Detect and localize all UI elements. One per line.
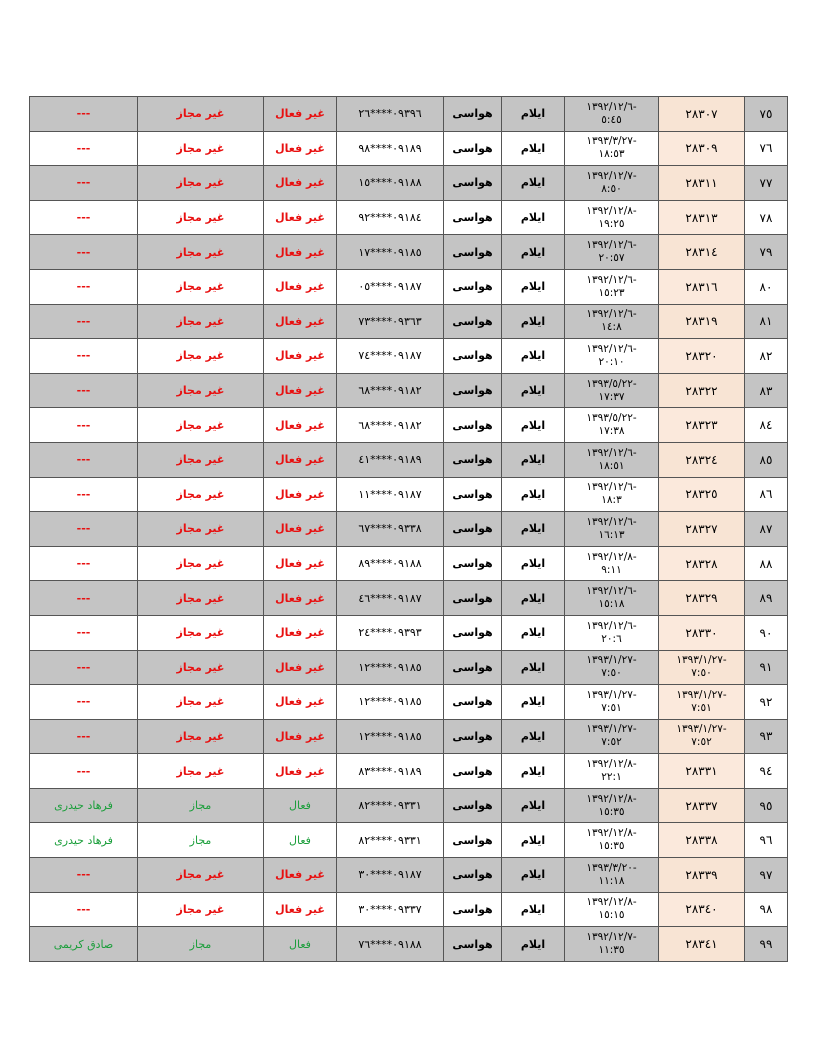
type-cell: هواسی <box>444 373 502 408</box>
city-cell: ایلام <box>502 166 565 201</box>
date-cell: ١٣٩٢/١٢/٦- ٢٠:١٠ <box>565 339 659 374</box>
row-number-cell: ٧٦ <box>745 131 788 166</box>
phone-cell: ٠٩٣٣٨****٦٧ <box>337 512 444 547</box>
city-cell: ایلام <box>502 442 565 477</box>
permit-cell: مجاز <box>138 788 264 823</box>
status-cell: غیر فعال <box>264 685 337 720</box>
row-number-cell: ٨٨ <box>745 546 788 581</box>
row-number-cell: ٩٧ <box>745 858 788 893</box>
status-cell: غیر فعال <box>264 200 337 235</box>
status-cell: غیر فعال <box>264 97 337 132</box>
id-cell: ٢٨٣٢٣ <box>659 408 745 443</box>
row-number-cell: ٧٨ <box>745 200 788 235</box>
id-cell: ٢٨٣٢٢ <box>659 373 745 408</box>
date-cell: ١٣٩٢/١٢/٦- ١٤:٨ <box>565 304 659 339</box>
type-cell: هواسی <box>444 304 502 339</box>
person-cell: --- <box>30 650 138 685</box>
city-cell: ایلام <box>502 269 565 304</box>
date-cell: ١٣٩٢/١٢/٦- ١٨:٣ <box>565 477 659 512</box>
phone-cell: ٠٩١٨٧****٣٠ <box>337 858 444 893</box>
status-cell: غیر فعال <box>264 442 337 477</box>
permit-cell: غیر مجاز <box>138 235 264 270</box>
permit-cell: غیر مجاز <box>138 408 264 443</box>
city-cell: ایلام <box>502 685 565 720</box>
date-cell: ١٣٩٣/٥/٢٢- ١٧:٣٧ <box>565 373 659 408</box>
table-row <box>30 200 788 235</box>
date-cell: ١٣٩٢/١٢/٨- ٩:١١ <box>565 546 659 581</box>
city-cell: ایلام <box>502 131 565 166</box>
person-cell: --- <box>30 339 138 374</box>
phone-cell: ٠٩١٨٥****١٢ <box>337 685 444 720</box>
person-cell: --- <box>30 858 138 893</box>
person-cell: --- <box>30 581 138 616</box>
table-row <box>30 581 788 616</box>
permit-cell: غیر مجاز <box>138 166 264 201</box>
date-cell: ١٣٩٣/٥/٢٢- ١٧:٣٨ <box>565 408 659 443</box>
permit-cell: غیر مجاز <box>138 97 264 132</box>
type-cell: هواسی <box>444 235 502 270</box>
permit-cell: غیر مجاز <box>138 200 264 235</box>
phone-cell: ٠٩١٨٥****١٧ <box>337 235 444 270</box>
date-cell: ١٣٩٢/١٢/٦- ٥:٤٥ <box>565 97 659 132</box>
type-cell: هواسی <box>444 581 502 616</box>
permit-cell: غیر مجاز <box>138 477 264 512</box>
table-row <box>30 408 788 443</box>
status-cell: غیر فعال <box>264 166 337 201</box>
status-cell: غیر فعال <box>264 408 337 443</box>
city-cell: ایلام <box>502 788 565 823</box>
phone-cell: ٠٩١٨٧****٤٦ <box>337 581 444 616</box>
permit-cell: غیر مجاز <box>138 546 264 581</box>
person-cell: --- <box>30 754 138 789</box>
phone-cell: ٠٩١٨٩****٨٣ <box>337 754 444 789</box>
city-cell: ایلام <box>502 892 565 927</box>
id-cell: ٢٨٣٢٧ <box>659 512 745 547</box>
person-cell: --- <box>30 97 138 132</box>
city-cell: ایلام <box>502 858 565 893</box>
date-cell: ١٣٩٢/١٢/٦- ١٥:٢٣ <box>565 269 659 304</box>
table-row <box>30 546 788 581</box>
city-cell: ایلام <box>502 754 565 789</box>
phone-cell: ٠٩١٨٧****١١ <box>337 477 444 512</box>
table-row <box>30 858 788 893</box>
phone-cell: ٠٩٣٣٧****٣٠ <box>337 892 444 927</box>
registration-table <box>29 96 788 962</box>
type-cell: هواسی <box>444 97 502 132</box>
person-cell: فرهاد حیدری <box>30 788 138 823</box>
permit-cell: غیر مجاز <box>138 373 264 408</box>
permit-cell: غیر مجاز <box>138 442 264 477</box>
status-cell: غیر فعال <box>264 339 337 374</box>
id-cell: ١٣٩٣/١/٢٧- ٧:٥١ <box>659 685 745 720</box>
person-cell: --- <box>30 892 138 927</box>
type-cell: هواسی <box>444 546 502 581</box>
date-cell: ١٣٩٢/١٢/٨- ٢٢:١ <box>565 754 659 789</box>
permit-cell: غیر مجاز <box>138 512 264 547</box>
city-cell: ایلام <box>502 719 565 754</box>
person-cell: --- <box>30 166 138 201</box>
table-row <box>30 788 788 823</box>
row-number-cell: ٨٣ <box>745 373 788 408</box>
city-cell: ایلام <box>502 650 565 685</box>
id-cell: ٢٨٣٤١ <box>659 927 745 962</box>
city-cell: ایلام <box>502 927 565 962</box>
status-cell: غیر فعال <box>264 858 337 893</box>
id-cell: ١٣٩٣/١/٢٧- ٧:٥٠ <box>659 650 745 685</box>
row-number-cell: ٩٤ <box>745 754 788 789</box>
type-cell: هواسی <box>444 615 502 650</box>
row-number-cell: ٨٩ <box>745 581 788 616</box>
city-cell: ایلام <box>502 339 565 374</box>
permit-cell: مجاز <box>138 823 264 858</box>
date-cell: ١٣٩٢/١٢/٦- ١٦:١٣ <box>565 512 659 547</box>
status-cell: غیر فعال <box>264 269 337 304</box>
table-row <box>30 719 788 754</box>
status-cell: غیر فعال <box>264 373 337 408</box>
permit-cell: غیر مجاز <box>138 339 264 374</box>
type-cell: هواسی <box>444 858 502 893</box>
table-row <box>30 442 788 477</box>
table-row <box>30 615 788 650</box>
status-cell: غیر فعال <box>264 477 337 512</box>
city-cell: ایلام <box>502 373 565 408</box>
permit-cell: غیر مجاز <box>138 858 264 893</box>
date-cell: ١٣٩٢/١٢/٦- ١٨:٥١ <box>565 442 659 477</box>
permit-cell: مجاز <box>138 927 264 962</box>
table-row <box>30 269 788 304</box>
row-number-cell: ٧٧ <box>745 166 788 201</box>
table-row <box>30 477 788 512</box>
table-row <box>30 304 788 339</box>
city-cell: ایلام <box>502 304 565 339</box>
status-cell: غیر فعال <box>264 615 337 650</box>
date-cell: ١٣٩٢/١٢/٨- ١٥:٣٥ <box>565 788 659 823</box>
id-cell: ١٣٩٣/١/٢٧- ٧:٥٢ <box>659 719 745 754</box>
person-cell: --- <box>30 615 138 650</box>
id-cell: ٢٨٣٢٠ <box>659 339 745 374</box>
phone-cell: ٠٩٣٣١****٨٢ <box>337 788 444 823</box>
city-cell: ایلام <box>502 581 565 616</box>
date-cell: ١٣٩٢/١٢/٦- ٢٠:٥٧ <box>565 235 659 270</box>
permit-cell: غیر مجاز <box>138 754 264 789</box>
phone-cell: ٠٩١٨٢****٦٨ <box>337 373 444 408</box>
table-row <box>30 512 788 547</box>
id-cell: ٢٨٣١١ <box>659 166 745 201</box>
date-cell: ١٣٩٢/١٢/٧- ١١:٣٥ <box>565 927 659 962</box>
table-row <box>30 823 788 858</box>
phone-cell: ٠٩١٨٨****٧٦ <box>337 927 444 962</box>
id-cell: ٢٨٣٣١ <box>659 754 745 789</box>
phone-cell: ٠٩١٨٥****١٢ <box>337 650 444 685</box>
permit-cell: غیر مجاز <box>138 892 264 927</box>
phone-cell: ٠٩٣٦٣****٧٣ <box>337 304 444 339</box>
id-cell: ٢٨٣٢٥ <box>659 477 745 512</box>
person-cell: --- <box>30 408 138 443</box>
permit-cell: غیر مجاز <box>138 581 264 616</box>
status-cell: غیر فعال <box>264 304 337 339</box>
row-number-cell: ٩١ <box>745 650 788 685</box>
id-cell: ٢٨٣١٦ <box>659 269 745 304</box>
table-row <box>30 754 788 789</box>
row-number-cell: ٨١ <box>745 304 788 339</box>
city-cell: ایلام <box>502 200 565 235</box>
date-cell: ١٣٩٢/١٢/٨- ١٩:٢٥ <box>565 200 659 235</box>
status-cell: غیر فعال <box>264 754 337 789</box>
table-row <box>30 166 788 201</box>
person-cell: --- <box>30 477 138 512</box>
permit-cell: غیر مجاز <box>138 615 264 650</box>
row-number-cell: ٨٠ <box>745 269 788 304</box>
permit-cell: غیر مجاز <box>138 719 264 754</box>
id-cell: ٢٨٣١٤ <box>659 235 745 270</box>
type-cell: هواسی <box>444 408 502 443</box>
row-number-cell: ٩٨ <box>745 892 788 927</box>
status-cell: غیر فعال <box>264 512 337 547</box>
phone-cell: ٠٩١٨٨****١٥ <box>337 166 444 201</box>
id-cell: ٢٨٣٠٩ <box>659 131 745 166</box>
type-cell: هواسی <box>444 788 502 823</box>
type-cell: هواسی <box>444 823 502 858</box>
phone-cell: ٠٩١٨٢****٦٨ <box>337 408 444 443</box>
phone-cell: ٠٩١٨٥****١٢ <box>337 719 444 754</box>
person-cell: --- <box>30 235 138 270</box>
date-cell: ١٣٩٢/١٢/٦- ٢٠:٦ <box>565 615 659 650</box>
city-cell: ایلام <box>502 615 565 650</box>
registration-table-page <box>29 96 787 962</box>
person-cell: فرهاد حیدری <box>30 823 138 858</box>
id-cell: ٢٨٣٣٩ <box>659 858 745 893</box>
permit-cell: غیر مجاز <box>138 304 264 339</box>
phone-cell: ٠٩١٨٩****٩٨ <box>337 131 444 166</box>
permit-cell: غیر مجاز <box>138 131 264 166</box>
type-cell: هواسی <box>444 339 502 374</box>
person-cell: --- <box>30 512 138 547</box>
person-cell: صادق کریمی <box>30 927 138 962</box>
row-number-cell: ٨٦ <box>745 477 788 512</box>
row-number-cell: ٨٧ <box>745 512 788 547</box>
table-row <box>30 131 788 166</box>
table-row <box>30 373 788 408</box>
type-cell: هواسی <box>444 269 502 304</box>
date-cell: ١٣٩٣/١/٢٧- ٧:٥١ <box>565 685 659 720</box>
permit-cell: غیر مجاز <box>138 650 264 685</box>
phone-cell: ٠٩١٨٧****٠٥ <box>337 269 444 304</box>
row-number-cell: ٩٠ <box>745 615 788 650</box>
id-cell: ٢٨٣١٩ <box>659 304 745 339</box>
status-cell: غیر فعال <box>264 892 337 927</box>
status-cell: غیر فعال <box>264 650 337 685</box>
id-cell: ٢٨٣٤٠ <box>659 892 745 927</box>
table-row <box>30 927 788 962</box>
type-cell: هواسی <box>444 754 502 789</box>
row-number-cell: ٨٥ <box>745 442 788 477</box>
type-cell: هواسی <box>444 685 502 720</box>
phone-cell: ٠٩٣٩٣****٢٤ <box>337 615 444 650</box>
permit-cell: غیر مجاز <box>138 269 264 304</box>
row-number-cell: ٩٩ <box>745 927 788 962</box>
status-cell: غیر فعال <box>264 546 337 581</box>
id-cell: ٢٨٣١٣ <box>659 200 745 235</box>
city-cell: ایلام <box>502 512 565 547</box>
id-cell: ٢٨٣٢٨ <box>659 546 745 581</box>
type-cell: هواسی <box>444 892 502 927</box>
date-cell: ١٣٩٢/١٢/٦- ١٥:١٨ <box>565 581 659 616</box>
phone-cell: ٠٩١٨٧****٧٤ <box>337 339 444 374</box>
type-cell: هواسی <box>444 442 502 477</box>
table-row <box>30 97 788 132</box>
date-cell: ١٣٩٣/١/٢٧- ٧:٥٠ <box>565 650 659 685</box>
id-cell: ٢٨٣٠٧ <box>659 97 745 132</box>
date-cell: ١٣٩٢/١٢/٧- ٨:٥٠ <box>565 166 659 201</box>
date-cell: ١٣٩٣/١/٢٧- ٧:٥٢ <box>565 719 659 754</box>
city-cell: ایلام <box>502 235 565 270</box>
phone-cell: ٠٩١٨٨****٨٩ <box>337 546 444 581</box>
permit-cell: غیر مجاز <box>138 685 264 720</box>
row-number-cell: ٩٢ <box>745 685 788 720</box>
type-cell: هواسی <box>444 927 502 962</box>
type-cell: هواسی <box>444 131 502 166</box>
date-cell: ١٣٩٢/١٢/٨- ١٥:٣٥ <box>565 823 659 858</box>
city-cell: ایلام <box>502 477 565 512</box>
person-cell: --- <box>30 546 138 581</box>
type-cell: هواسی <box>444 200 502 235</box>
person-cell: --- <box>30 131 138 166</box>
row-number-cell: ٧٩ <box>745 235 788 270</box>
table-row <box>30 235 788 270</box>
row-number-cell: ٨٤ <box>745 408 788 443</box>
person-cell: --- <box>30 269 138 304</box>
table-row <box>30 650 788 685</box>
person-cell: --- <box>30 685 138 720</box>
phone-cell: ٠٩٣٩٦****٢٦ <box>337 97 444 132</box>
row-number-cell: ٩٥ <box>745 788 788 823</box>
status-cell: غیر فعال <box>264 581 337 616</box>
person-cell: --- <box>30 719 138 754</box>
id-cell: ٢٨٣٣٨ <box>659 823 745 858</box>
status-cell: غیر فعال <box>264 235 337 270</box>
table-row <box>30 685 788 720</box>
person-cell: --- <box>30 373 138 408</box>
date-cell: ١٣٩٣/٣/٢٧- ١٨:٥٣ <box>565 131 659 166</box>
id-cell: ٢٨٣٣٠ <box>659 615 745 650</box>
row-number-cell: ٧٥ <box>745 97 788 132</box>
person-cell: --- <box>30 442 138 477</box>
table-row <box>30 892 788 927</box>
row-number-cell: ٩٣ <box>745 719 788 754</box>
date-cell: ١٣٩٣/٣/٢٠- ١١:١٨ <box>565 858 659 893</box>
status-cell: فعال <box>264 927 337 962</box>
date-cell: ١٣٩٢/١٢/٨- ١٥:١٥ <box>565 892 659 927</box>
phone-cell: ٠٩٣٣١****٨٢ <box>337 823 444 858</box>
phone-cell: ٠٩١٨٩****٤١ <box>337 442 444 477</box>
type-cell: هواسی <box>444 512 502 547</box>
row-number-cell: ٩٦ <box>745 823 788 858</box>
city-cell: ایلام <box>502 408 565 443</box>
person-cell: --- <box>30 304 138 339</box>
type-cell: هواسی <box>444 166 502 201</box>
status-cell: غیر فعال <box>264 719 337 754</box>
status-cell: فعال <box>264 823 337 858</box>
type-cell: هواسی <box>444 719 502 754</box>
table-row <box>30 339 788 374</box>
type-cell: هواسی <box>444 477 502 512</box>
id-cell: ٢٨٣٢٤ <box>659 442 745 477</box>
id-cell: ٢٨٣٣٧ <box>659 788 745 823</box>
person-cell: --- <box>30 200 138 235</box>
phone-cell: ٠٩١٨٤****٩٢ <box>337 200 444 235</box>
id-cell: ٢٨٣٢٩ <box>659 581 745 616</box>
status-cell: فعال <box>264 788 337 823</box>
city-cell: ایلام <box>502 97 565 132</box>
type-cell: هواسی <box>444 650 502 685</box>
row-number-cell: ٨٢ <box>745 339 788 374</box>
city-cell: ایلام <box>502 823 565 858</box>
city-cell: ایلام <box>502 546 565 581</box>
status-cell: غیر فعال <box>264 131 337 166</box>
